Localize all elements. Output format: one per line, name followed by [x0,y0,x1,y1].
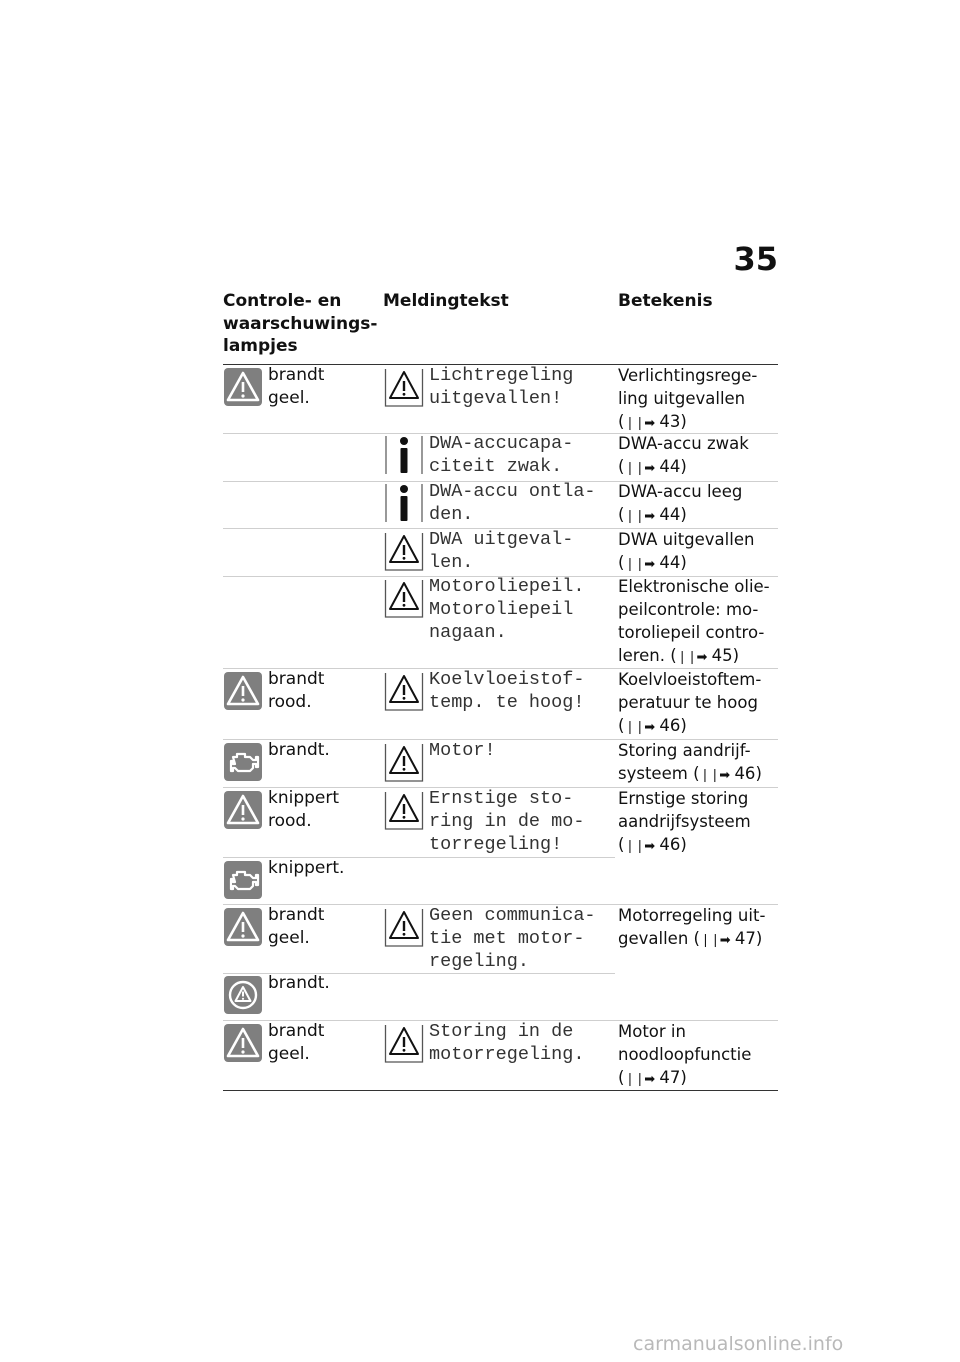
page-reference-number: 44 [659,505,681,524]
page-reference-number: 43 [659,412,681,431]
message-warning-triangle-icon [384,530,424,572]
watermark: carmanualsonline.info [633,1333,844,1355]
meaning-text [618,480,788,528]
page-reference-number: 46 [734,764,756,783]
page-reference-link[interactable]: (❘❘➡ 46) [693,764,762,783]
page-reference-link[interactable]: (❘❘➡ 44) [618,457,687,476]
lamp-warning-triangle-icon [224,672,262,710]
column-header-lamps: Controle- en waarschuwings- lampjes [223,291,378,356]
reference-arrow-icon: ❘❘➡ [699,768,730,783]
column-header-meaning: Betekenis [618,291,713,311]
lamp-state: brandt. [268,973,330,993]
page-reference-link[interactable]: (❘❘➡ 46) [618,835,687,854]
reference-arrow-icon: ❘❘➡ [624,720,655,735]
message-text: Koelvloeistof- temp. te hoog! [429,669,585,713]
message-warning-triangle-icon [384,789,424,831]
meaning-text [618,739,788,787]
message-warning-triangle-icon [384,577,424,619]
meaning-text [618,575,788,669]
page-reference-number: 46 [659,835,681,854]
message-text: Motor! [429,740,496,761]
meaning-label: Motorregeling uit- gevallen [618,906,766,948]
meaning-label: Elektronische olie- peilcontrole: mo- toroliepeil contro- leren. [618,577,770,665]
meaning-label: Koelvloeistoftem- peratuur te hoog [618,670,762,712]
page-reference-link[interactable]: (❘❘➡ 44) [618,505,687,524]
meaning-label: Storing aandrijf- systeem [618,741,751,783]
reference-arrow-icon: ❘❘➡ [624,416,655,431]
lamp-state: brandt geel. [268,365,325,408]
message-warning-triangle-icon [384,670,424,712]
meaning-label: Verlichtingsrege- ling uitgevallen [618,366,758,408]
column-header-message: Meldingtekst [383,291,509,311]
meaning-label: Ernstige storing aandrijfsysteem [618,789,751,831]
reference-arrow-icon: ❘❘➡ [624,557,655,572]
meaning-label: Motor in noodloopfunctie [618,1022,752,1064]
page-number: 35 [733,240,778,278]
lamp-state: brandt. [268,740,330,760]
reference-arrow-icon: ❘❘➡ [624,839,655,854]
page-reference-number: 47 [734,929,756,948]
message-warning-triangle-icon [384,906,424,948]
reference-arrow-icon: ❘❘➡ [699,933,730,948]
page-reference-number: 45 [711,646,733,665]
meaning-text [618,528,788,576]
meaning-text [618,787,788,858]
lamp-state: knippert. [268,858,345,878]
lamp-state: brandt geel. [268,905,325,948]
message-text: DWA-accu ontla- den. [429,481,596,525]
message-text: Ernstige sto- ring in de mo- torregeling! [429,788,585,855]
reference-arrow-icon: ❘❘➡ [624,1072,655,1087]
page-reference-link[interactable]: (❘❘➡ 47) [618,1068,687,1087]
lamp-state: brandt rood. [268,669,325,712]
lamp-warning-circle-icon [224,976,262,1014]
message-text: Storing in de motorregeling. [429,1021,585,1065]
message-text: Lichtregeling uitgevallen! [429,365,574,409]
message-warning-triangle-icon [384,366,424,408]
message-text: Geen communica- tie met motor- regeling. [429,905,596,972]
lamp-engine-icon [224,743,262,781]
message-warning-triangle-icon [384,741,424,783]
page-reference-link[interactable]: (❘❘➡ 45) [670,646,740,665]
message-warning-triangle-icon [384,1022,424,1064]
meaning-label: DWA-accu zwak [618,434,749,453]
page-reference-link[interactable]: (❘❘➡ 44) [618,553,687,572]
page-reference-link[interactable]: (❘❘➡ 43) [618,412,687,431]
reference-arrow-icon: ❘❘➡ [624,461,655,476]
page-reference-number: 46 [659,716,681,735]
lamp-warning-triangle-icon [224,791,262,829]
lamp-state: brandt geel. [268,1021,325,1064]
message-text: Motoroliepeil. Motoroliepeil nagaan. [429,576,585,643]
page-reference-number: 47 [659,1068,681,1087]
meaning-text [618,668,788,739]
meaning-label: DWA-accu leeg [618,482,743,501]
lamp-warning-triangle-icon [224,1024,262,1062]
meaning-text [618,364,788,435]
meaning-text [618,904,788,952]
message-info-icon [384,434,424,476]
reference-arrow-icon: ❘❘➡ [624,509,655,524]
page-reference-link[interactable]: (❘❘➡ 46) [618,716,687,735]
page-reference-link[interactable]: (❘❘➡ 47) [693,929,763,948]
lamp-engine-icon [224,861,262,899]
reference-arrow-icon: ❘❘➡ [676,650,707,665]
lamp-state: knippert rood. [268,788,340,831]
message-info-icon [384,482,424,524]
page-reference-number: 44 [659,457,681,476]
meaning-text [618,1020,788,1091]
message-text: DWA-accucapa- citeit zwak. [429,433,574,477]
lamp-warning-triangle-icon [224,908,262,946]
page-reference-number: 44 [659,553,681,572]
lamp-warning-triangle-icon [224,368,262,406]
meaning-label: DWA uitgevallen [618,530,755,549]
message-text: DWA uitgeval- len. [429,529,574,573]
meaning-text [618,432,788,480]
